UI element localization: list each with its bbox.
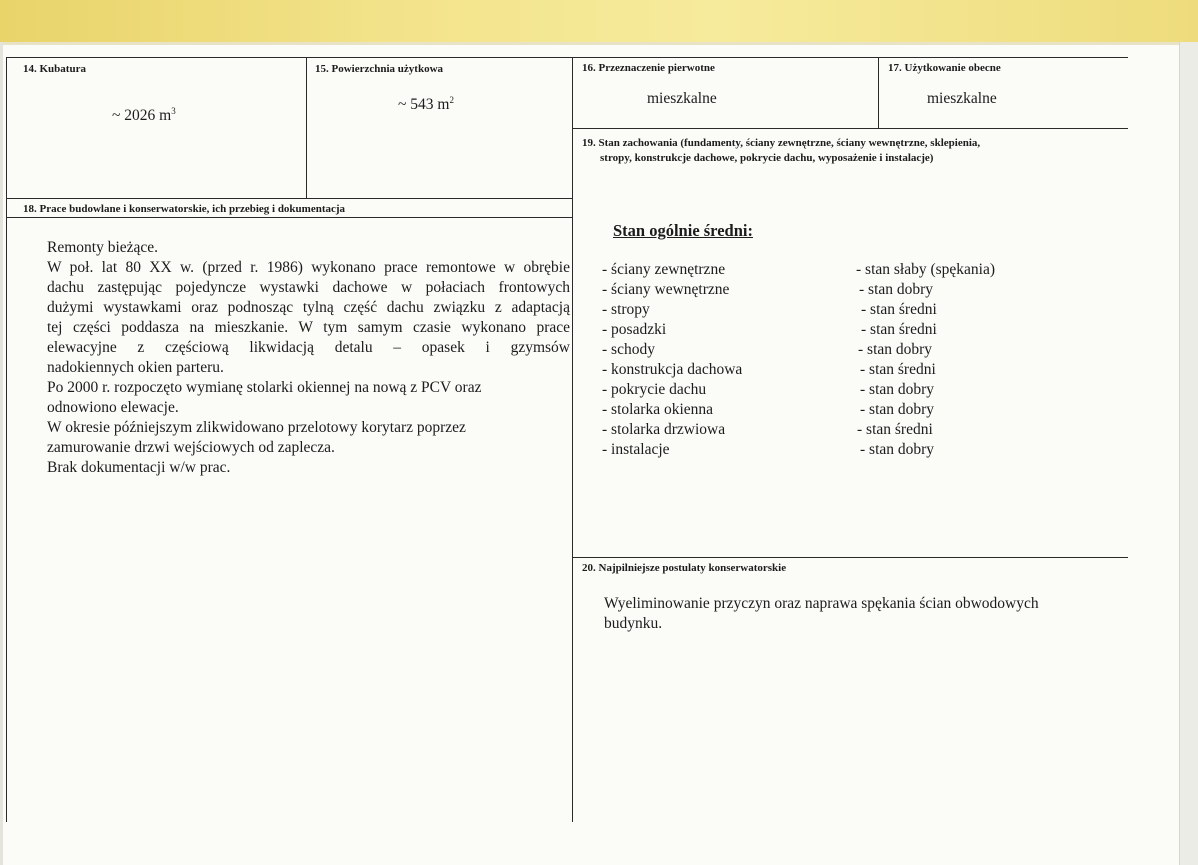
adhesive-tape bbox=[0, 0, 1198, 42]
condition-state: - stan dobry bbox=[860, 381, 935, 398]
field-17-label: 17. Użytkowanie obecne bbox=[888, 62, 1001, 74]
condition-element: - instalacje bbox=[602, 441, 670, 458]
field-20-text bbox=[604, 594, 1039, 634]
field-18-line: zamurowanie drzwi wejściowych od zaplecza. bbox=[47, 439, 335, 456]
field-18-line: elewacyjne z częściową likwidacją detalu – opasek i gzymsów bbox=[47, 339, 570, 356]
field-18-label: 18. Prace budowlane i konserwatorskie, ich przebieg i dokumentacja bbox=[23, 203, 346, 215]
field-14-number: ~ 2026 m bbox=[112, 107, 172, 125]
field-18-line: nadokiennych okien parteru. bbox=[47, 359, 224, 376]
field-19-elements bbox=[602, 260, 742, 460]
rule-above-f18 bbox=[6, 198, 573, 199]
field-15-value bbox=[398, 95, 454, 114]
rule-top-left bbox=[6, 57, 573, 58]
field-18-line: W okresie późniejszym zlikwidowano przelotowy korytarz poprzez bbox=[47, 419, 466, 436]
field-20-line: budynku. bbox=[604, 615, 663, 632]
condition-element: - ściany wewnętrzne bbox=[602, 281, 730, 298]
field-16-value: mieszkalne bbox=[647, 90, 717, 107]
field-19-label-line-1: 19. Stan zachowania (fundamenty, ściany zewnętrzne, ściany wewnętrzne, sklepienia, bbox=[582, 137, 981, 149]
rule-under-f16-f17 bbox=[573, 128, 1128, 129]
field-18-line: Po 2000 r. rozpoczęto wymianę stolarki okiennej na nową z PCV oraz bbox=[47, 379, 482, 396]
condition-element: - stropy bbox=[602, 301, 650, 318]
condition-state: - stan słaby (spękania) bbox=[856, 261, 996, 278]
field-16-label: 16. Przeznaczenie pierwotne bbox=[582, 62, 715, 74]
condition-state: - stan średni bbox=[860, 361, 936, 378]
field-18-text bbox=[47, 238, 570, 478]
rule-left-edge bbox=[6, 57, 7, 822]
field-18-line: dachu zastępując pojedyncze wystawki dachowe w połaciach frontowych bbox=[47, 279, 570, 296]
page-edge-right bbox=[1179, 42, 1198, 865]
field-20-label: 20. Najpilniejsze postulaty konserwatorskie bbox=[582, 562, 787, 574]
field-19-heading: Stan ogólnie średni: bbox=[613, 221, 753, 240]
field-15-label: 15. Powierzchnia użytkowa bbox=[315, 63, 444, 75]
field-18-line: dużymi wystawkami oraz podnosząc tylną część dachu związku z adaptacją bbox=[47, 299, 570, 316]
field-14-label: 14. Kubatura bbox=[23, 63, 86, 75]
field-14-value bbox=[112, 106, 176, 125]
field-15-number: ~ 543 m bbox=[398, 96, 450, 114]
condition-state: - stan średni bbox=[861, 301, 937, 318]
field-18-line: odnowiono elewacje. bbox=[47, 399, 179, 416]
condition-element: - stolarka okienna bbox=[602, 401, 714, 418]
page-edge-left bbox=[0, 42, 3, 865]
rule-center bbox=[572, 57, 573, 822]
field-17-value: mieszkalne bbox=[927, 90, 997, 107]
field-15-unit-exponent: 2 bbox=[449, 95, 454, 105]
condition-element: - ściany zewnętrzne bbox=[602, 261, 726, 278]
condition-state: - stan dobry bbox=[859, 281, 934, 298]
tape-shadow bbox=[0, 42, 1198, 45]
condition-element: - schody bbox=[602, 341, 655, 358]
field-18-line: tej części poddasza na mieszkanie. W tym samym czasie wykonano prace bbox=[47, 319, 570, 336]
condition-element: - konstrukcja dachowa bbox=[602, 361, 743, 378]
rule-top-right bbox=[573, 57, 1128, 58]
field-18-line: Brak dokumentacji w/w prac. bbox=[47, 459, 231, 476]
field-14-unit-exponent: 3 bbox=[171, 106, 176, 116]
condition-element: - posadzki bbox=[602, 321, 667, 338]
condition-state: - stan dobry bbox=[860, 401, 935, 418]
rule-under-f18-label bbox=[6, 217, 573, 218]
condition-element: - pokrycie dachu bbox=[602, 381, 707, 398]
condition-element: - stolarka drzwiowa bbox=[602, 421, 726, 438]
condition-state: - stan dobry bbox=[858, 341, 933, 358]
condition-state: - stan średni bbox=[861, 321, 937, 338]
field-18-line: W poł. lat 80 XX w. (przed r. 1986) wykonano prace remontowe w obrębie bbox=[47, 259, 570, 276]
rule-f14-f15 bbox=[306, 57, 307, 198]
rule-above-f20 bbox=[573, 557, 1128, 558]
field-19-states bbox=[856, 260, 995, 460]
condition-state: - stan dobry bbox=[860, 441, 935, 458]
field-18-line: Remonty bieżące. bbox=[47, 239, 159, 256]
rule-f16-f17 bbox=[878, 57, 879, 128]
condition-state: - stan średni bbox=[857, 421, 933, 438]
field-19-label-line-2: stropy, konstrukcje dachowe, pokrycie dachu, wyposażenie i instalacje) bbox=[600, 152, 934, 164]
field-20-line: Wyeliminowanie przyczyn oraz naprawa spękania ścian obwodowych bbox=[604, 595, 1039, 612]
